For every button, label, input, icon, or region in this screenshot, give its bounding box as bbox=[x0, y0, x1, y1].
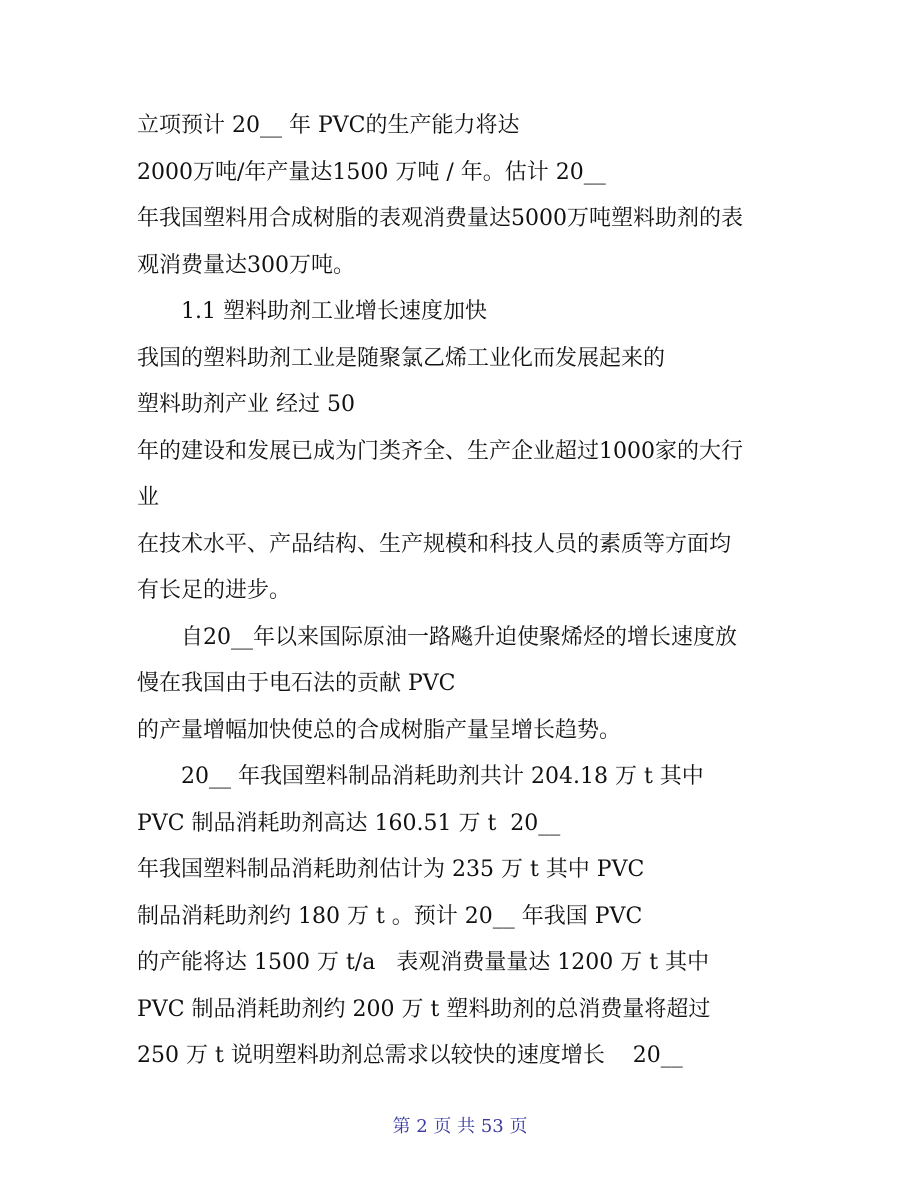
text-line-16: PVC 制品消耗助剂高达 160.51 万 t 20__ bbox=[137, 810, 561, 836]
text-line-1: 立项预计 20__ 年 PVC的生产能力将达 bbox=[137, 113, 520, 138]
text-line-18: 制品消耗助剂约 180 万 t 。预计 20__ 年我国 PVC bbox=[137, 903, 643, 929]
text-line-9: 业 bbox=[137, 485, 160, 510]
text-line-13: 慢在我国由于电石法的贡献 PVC bbox=[137, 671, 456, 696]
text-line-20: PVC 制品消耗助剂约 200 万 t 塑料助剂的总消费量将超过 bbox=[137, 996, 711, 1022]
page-number-footer: 第 2 页 共 53 页 bbox=[392, 1116, 528, 1137]
text-line-6: 我国的塑料助剂工业是随聚氯乙烯工业化而发展起来的 bbox=[137, 345, 666, 371]
text-line-21: 250 万 t 说明塑料助剂总需求以较快的速度增长 20__ bbox=[137, 1043, 683, 1068]
text-line-3: 年我国塑料用合成树脂的表观消费量达5000万吨塑料助剂的表 bbox=[137, 206, 743, 231]
text-line-17: 年我国塑料制品消耗助剂估计为 235 万 t 其中 PVC bbox=[137, 857, 645, 882]
text-line-10: 在技术水平、产品结构、生产规模和科技人员的素质等方面均 bbox=[137, 531, 732, 557]
text-line-4: 观消费量达300万吨。 bbox=[137, 252, 355, 278]
text-line-15: 20__ 年我国塑料制品消耗助剂共计 204.18 万 t 其中 bbox=[181, 764, 704, 789]
section-heading-1-1: 1.1 塑料助剂工业增长速度加快 bbox=[181, 299, 487, 324]
text-line-8: 年的建设和发展已成为门类齐全、生产企业超过1000家的大行 bbox=[137, 438, 743, 464]
document-body bbox=[137, 103, 797, 1080]
text-line-2: 2000万吨/年产量达1500 万吨 / 年。估计 20__ bbox=[137, 159, 606, 185]
text-line-14: 的产量增幅加快使总的合成树脂产量呈增长趋势。 bbox=[137, 717, 622, 743]
text-line-11: 有长足的进步。 bbox=[137, 578, 292, 603]
text-line-19: 的产能将达 1500 万 t/a 表观消费量量达 1200 万 t 其中 bbox=[137, 950, 710, 975]
text-line-7: 塑料助剂产业 经过 50 bbox=[137, 392, 355, 417]
text-line-12: 自20__年以来国际原油一路飚升迫使聚烯烃的增长速度放 bbox=[181, 624, 737, 650]
